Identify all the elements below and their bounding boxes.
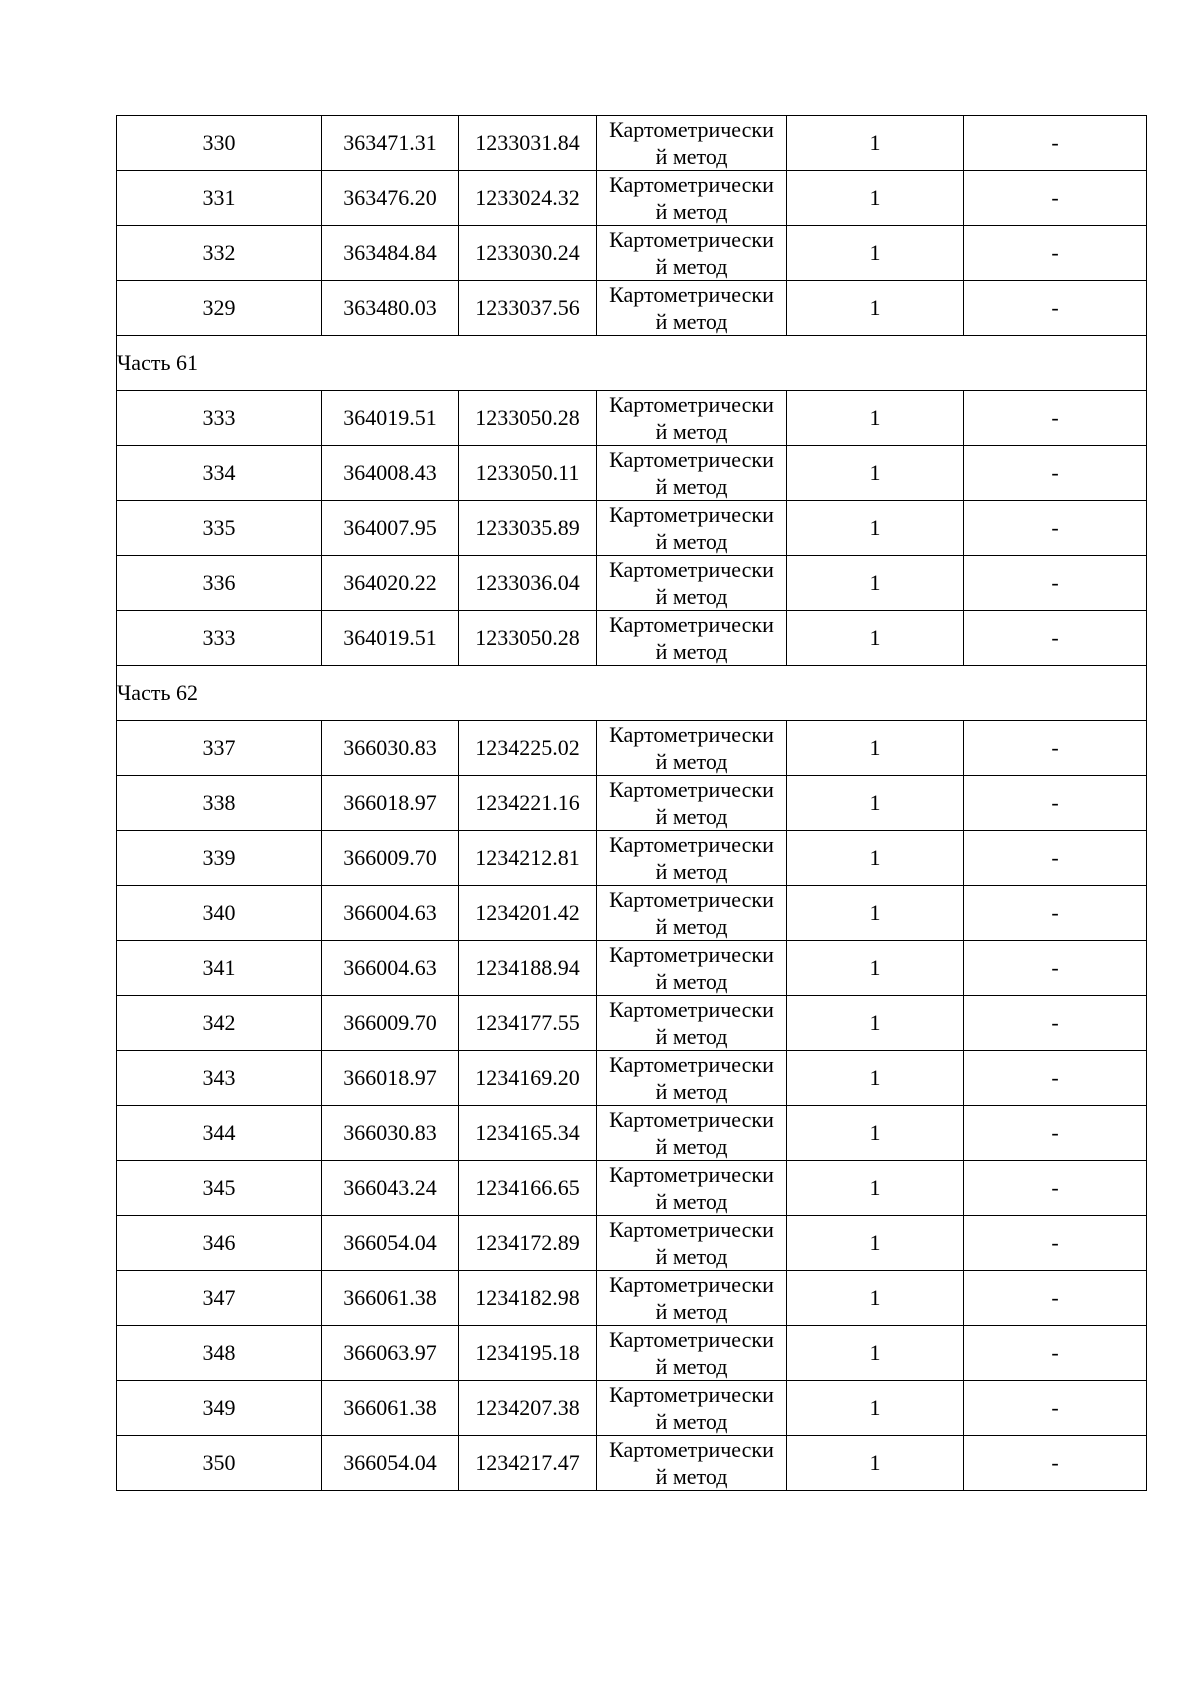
- note-cell: -: [964, 171, 1147, 226]
- table-row: [117, 1106, 1147, 1161]
- method-text-line-2: й метод: [655, 1024, 728, 1049]
- y-coordinate-cell: 1234212.81: [459, 831, 597, 886]
- point-number-cell: 332: [117, 226, 322, 281]
- point-number-cell: 348: [117, 1326, 322, 1381]
- y-coordinate-cell: 1234177.55: [459, 996, 597, 1051]
- method-text-line-2: й метод: [655, 914, 728, 939]
- point-number-cell: 343: [117, 1051, 322, 1106]
- x-coordinate-cell: 363480.03: [322, 281, 459, 336]
- method-text-line-1: Картометрически: [609, 392, 774, 417]
- table-row: [117, 501, 1147, 556]
- accuracy-cell: 1: [787, 1216, 964, 1271]
- method-text-line-2: й метод: [655, 1464, 728, 1489]
- accuracy-cell: 1: [787, 1326, 964, 1381]
- note-cell: -: [964, 1436, 1147, 1491]
- method-text-line-2: й метод: [655, 419, 728, 444]
- table-row: [117, 1381, 1147, 1436]
- note-cell: -: [964, 1106, 1147, 1161]
- method-text-line-2: й метод: [655, 584, 728, 609]
- accuracy-cell: 1: [787, 226, 964, 281]
- method-cell: [597, 1106, 787, 1161]
- coordinates-table-body: [117, 116, 1147, 1491]
- method-text-line-2: й метод: [655, 144, 728, 169]
- x-coordinate-cell: 364019.51: [322, 391, 459, 446]
- table-row: [117, 1216, 1147, 1271]
- point-number-cell: 333: [117, 611, 322, 666]
- y-coordinate-cell: 1234182.98: [459, 1271, 597, 1326]
- table-row: [117, 886, 1147, 941]
- accuracy-cell: 1: [787, 941, 964, 996]
- accuracy-cell: 1: [787, 116, 964, 171]
- accuracy-cell: 1: [787, 556, 964, 611]
- x-coordinate-cell: 366063.97: [322, 1326, 459, 1381]
- method-cell: [597, 1381, 787, 1436]
- table-row: [117, 226, 1147, 281]
- method-text-line-1: Картометрически: [609, 997, 774, 1022]
- y-coordinate-cell: 1234207.38: [459, 1381, 597, 1436]
- point-number-cell: 334: [117, 446, 322, 501]
- y-coordinate-cell: 1233035.89: [459, 501, 597, 556]
- y-coordinate-cell: 1233050.28: [459, 611, 597, 666]
- coordinates-table: [116, 115, 1147, 1491]
- method-cell: [597, 1216, 787, 1271]
- part-header-row: [117, 336, 1147, 391]
- accuracy-cell: 1: [787, 611, 964, 666]
- method-cell: [597, 226, 787, 281]
- x-coordinate-cell: 366061.38: [322, 1381, 459, 1436]
- note-cell: -: [964, 1326, 1147, 1381]
- x-coordinate-cell: 363484.84: [322, 226, 459, 281]
- method-text-line-1: Картометрически: [609, 1107, 774, 1132]
- table-row: [117, 1436, 1147, 1491]
- y-coordinate-cell: 1234221.16: [459, 776, 597, 831]
- y-coordinate-cell: 1233050.11: [459, 446, 597, 501]
- x-coordinate-cell: 366009.70: [322, 996, 459, 1051]
- method-cell: [597, 886, 787, 941]
- table-row: [117, 116, 1147, 171]
- method-cell: [597, 831, 787, 886]
- accuracy-cell: 1: [787, 446, 964, 501]
- x-coordinate-cell: 366061.38: [322, 1271, 459, 1326]
- method-cell: [597, 1326, 787, 1381]
- method-text-line-2: й метод: [655, 199, 728, 224]
- x-coordinate-cell: 366043.24: [322, 1161, 459, 1216]
- method-cell: [597, 1161, 787, 1216]
- method-text-line-1: Картометрически: [609, 282, 774, 307]
- part-label: Часть 62: [117, 666, 1147, 721]
- method-cell: [597, 996, 787, 1051]
- method-text-line-2: й метод: [655, 639, 728, 664]
- note-cell: -: [964, 1381, 1147, 1436]
- y-coordinate-cell: 1233024.32: [459, 171, 597, 226]
- method-text-line-2: й метод: [655, 749, 728, 774]
- method-text-line-1: Картометрически: [609, 172, 774, 197]
- x-coordinate-cell: 363476.20: [322, 171, 459, 226]
- x-coordinate-cell: 366054.04: [322, 1436, 459, 1491]
- x-coordinate-cell: 364019.51: [322, 611, 459, 666]
- method-cell: [597, 941, 787, 996]
- table-row: [117, 171, 1147, 226]
- x-coordinate-cell: 364008.43: [322, 446, 459, 501]
- note-cell: -: [964, 281, 1147, 336]
- point-number-cell: 350: [117, 1436, 322, 1491]
- x-coordinate-cell: 364007.95: [322, 501, 459, 556]
- x-coordinate-cell: 366030.83: [322, 721, 459, 776]
- method-cell: [597, 1271, 787, 1326]
- y-coordinate-cell: 1233030.24: [459, 226, 597, 281]
- y-coordinate-cell: 1233050.28: [459, 391, 597, 446]
- note-cell: -: [964, 721, 1147, 776]
- table-row: [117, 831, 1147, 886]
- note-cell: -: [964, 886, 1147, 941]
- accuracy-cell: 1: [787, 886, 964, 941]
- table-row: [117, 391, 1147, 446]
- table-row: [117, 446, 1147, 501]
- note-cell: -: [964, 611, 1147, 666]
- note-cell: -: [964, 776, 1147, 831]
- method-text-line-2: й метод: [655, 1134, 728, 1159]
- method-text-line-2: й метод: [655, 859, 728, 884]
- table-row: [117, 1051, 1147, 1106]
- y-coordinate-cell: 1234217.47: [459, 1436, 597, 1491]
- note-cell: -: [964, 116, 1147, 171]
- method-text-line-1: Картометрически: [609, 1272, 774, 1297]
- method-text-line-2: й метод: [655, 804, 728, 829]
- x-coordinate-cell: 366018.97: [322, 776, 459, 831]
- x-coordinate-cell: 366004.63: [322, 941, 459, 996]
- note-cell: -: [964, 501, 1147, 556]
- x-coordinate-cell: 364020.22: [322, 556, 459, 611]
- accuracy-cell: 1: [787, 171, 964, 226]
- table-row: [117, 611, 1147, 666]
- point-number-cell: 335: [117, 501, 322, 556]
- note-cell: -: [964, 391, 1147, 446]
- point-number-cell: 338: [117, 776, 322, 831]
- method-text-line-1: Картометрически: [609, 117, 774, 142]
- method-text-line-1: Картометрически: [609, 832, 774, 857]
- method-text-line-1: Картометрически: [609, 722, 774, 747]
- method-text-line-2: й метод: [655, 1409, 728, 1434]
- method-cell: [597, 116, 787, 171]
- method-cell: [597, 721, 787, 776]
- point-number-cell: 339: [117, 831, 322, 886]
- y-coordinate-cell: 1234165.34: [459, 1106, 597, 1161]
- x-coordinate-cell: 366054.04: [322, 1216, 459, 1271]
- y-coordinate-cell: 1234172.89: [459, 1216, 597, 1271]
- point-number-cell: 345: [117, 1161, 322, 1216]
- table-row: [117, 776, 1147, 831]
- point-number-cell: 346: [117, 1216, 322, 1271]
- method-text-line-1: Картометрически: [609, 447, 774, 472]
- method-text-line-2: й метод: [655, 1079, 728, 1104]
- method-text-line-1: Картометрически: [609, 612, 774, 637]
- method-text-line-2: й метод: [655, 529, 728, 554]
- method-cell: [597, 611, 787, 666]
- method-text-line-2: й метод: [655, 1244, 728, 1269]
- y-coordinate-cell: 1234188.94: [459, 941, 597, 996]
- point-number-cell: 336: [117, 556, 322, 611]
- part-header-row: [117, 666, 1147, 721]
- table-row: [117, 281, 1147, 336]
- method-cell: [597, 446, 787, 501]
- note-cell: -: [964, 996, 1147, 1051]
- method-text-line-1: Картометрически: [609, 942, 774, 967]
- accuracy-cell: 1: [787, 1051, 964, 1106]
- accuracy-cell: 1: [787, 1106, 964, 1161]
- accuracy-cell: 1: [787, 391, 964, 446]
- table-row: [117, 721, 1147, 776]
- x-coordinate-cell: 366009.70: [322, 831, 459, 886]
- point-number-cell: 340: [117, 886, 322, 941]
- point-number-cell: 349: [117, 1381, 322, 1436]
- note-cell: -: [964, 1271, 1147, 1326]
- y-coordinate-cell: 1234169.20: [459, 1051, 597, 1106]
- note-cell: -: [964, 1216, 1147, 1271]
- accuracy-cell: 1: [787, 1161, 964, 1216]
- accuracy-cell: 1: [787, 501, 964, 556]
- method-cell: [597, 391, 787, 446]
- accuracy-cell: 1: [787, 721, 964, 776]
- table-row: [117, 1326, 1147, 1381]
- accuracy-cell: 1: [787, 996, 964, 1051]
- method-text-line-1: Картометрически: [609, 227, 774, 252]
- x-coordinate-cell: 366030.83: [322, 1106, 459, 1161]
- y-coordinate-cell: 1234225.02: [459, 721, 597, 776]
- note-cell: -: [964, 831, 1147, 886]
- method-text-line-2: й метод: [655, 1354, 728, 1379]
- table-row: [117, 1271, 1147, 1326]
- point-number-cell: 329: [117, 281, 322, 336]
- accuracy-cell: 1: [787, 831, 964, 886]
- method-text-line-1: Картометрически: [609, 887, 774, 912]
- method-text-line-2: й метод: [655, 1299, 728, 1324]
- method-text-line-2: й метод: [655, 254, 728, 279]
- method-text-line-1: Картометрически: [609, 1162, 774, 1187]
- y-coordinate-cell: 1234195.18: [459, 1326, 597, 1381]
- method-text-line-1: Картометрически: [609, 502, 774, 527]
- y-coordinate-cell: 1234201.42: [459, 886, 597, 941]
- method-text-line-1: Картометрически: [609, 1437, 774, 1462]
- note-cell: -: [964, 1161, 1147, 1216]
- method-text-line-1: Картометрически: [609, 557, 774, 582]
- x-coordinate-cell: 366004.63: [322, 886, 459, 941]
- point-number-cell: 341: [117, 941, 322, 996]
- x-coordinate-cell: 366018.97: [322, 1051, 459, 1106]
- point-number-cell: 344: [117, 1106, 322, 1161]
- y-coordinate-cell: 1233031.84: [459, 116, 597, 171]
- note-cell: -: [964, 941, 1147, 996]
- method-text-line-1: Картометрически: [609, 1217, 774, 1242]
- table-row: [117, 556, 1147, 611]
- y-coordinate-cell: 1233036.04: [459, 556, 597, 611]
- note-cell: -: [964, 226, 1147, 281]
- point-number-cell: 331: [117, 171, 322, 226]
- method-cell: [597, 281, 787, 336]
- point-number-cell: 337: [117, 721, 322, 776]
- method-cell: [597, 556, 787, 611]
- point-number-cell: 330: [117, 116, 322, 171]
- y-coordinate-cell: 1234166.65: [459, 1161, 597, 1216]
- method-cell: [597, 776, 787, 831]
- note-cell: -: [964, 446, 1147, 501]
- point-number-cell: 333: [117, 391, 322, 446]
- method-text-line-1: Картометрически: [609, 1052, 774, 1077]
- method-cell: [597, 1436, 787, 1491]
- table-row: [117, 1161, 1147, 1216]
- accuracy-cell: 1: [787, 1436, 964, 1491]
- accuracy-cell: 1: [787, 1271, 964, 1326]
- method-text-line-1: Картометрически: [609, 777, 774, 802]
- method-text-line-2: й метод: [655, 1189, 728, 1214]
- accuracy-cell: 1: [787, 1381, 964, 1436]
- table-row: [117, 941, 1147, 996]
- accuracy-cell: 1: [787, 281, 964, 336]
- method-text-line-1: Картометрически: [609, 1382, 774, 1407]
- method-text-line-2: й метод: [655, 969, 728, 994]
- point-number-cell: 347: [117, 1271, 322, 1326]
- method-cell: [597, 171, 787, 226]
- method-cell: [597, 1051, 787, 1106]
- x-coordinate-cell: 363471.31: [322, 116, 459, 171]
- accuracy-cell: 1: [787, 776, 964, 831]
- method-text-line-2: й метод: [655, 309, 728, 334]
- part-label: Часть 61: [117, 336, 1147, 391]
- method-text-line-2: й метод: [655, 474, 728, 499]
- method-text-line-1: Картометрически: [609, 1327, 774, 1352]
- point-number-cell: 342: [117, 996, 322, 1051]
- method-cell: [597, 501, 787, 556]
- note-cell: -: [964, 1051, 1147, 1106]
- table-row: [117, 996, 1147, 1051]
- y-coordinate-cell: 1233037.56: [459, 281, 597, 336]
- note-cell: -: [964, 556, 1147, 611]
